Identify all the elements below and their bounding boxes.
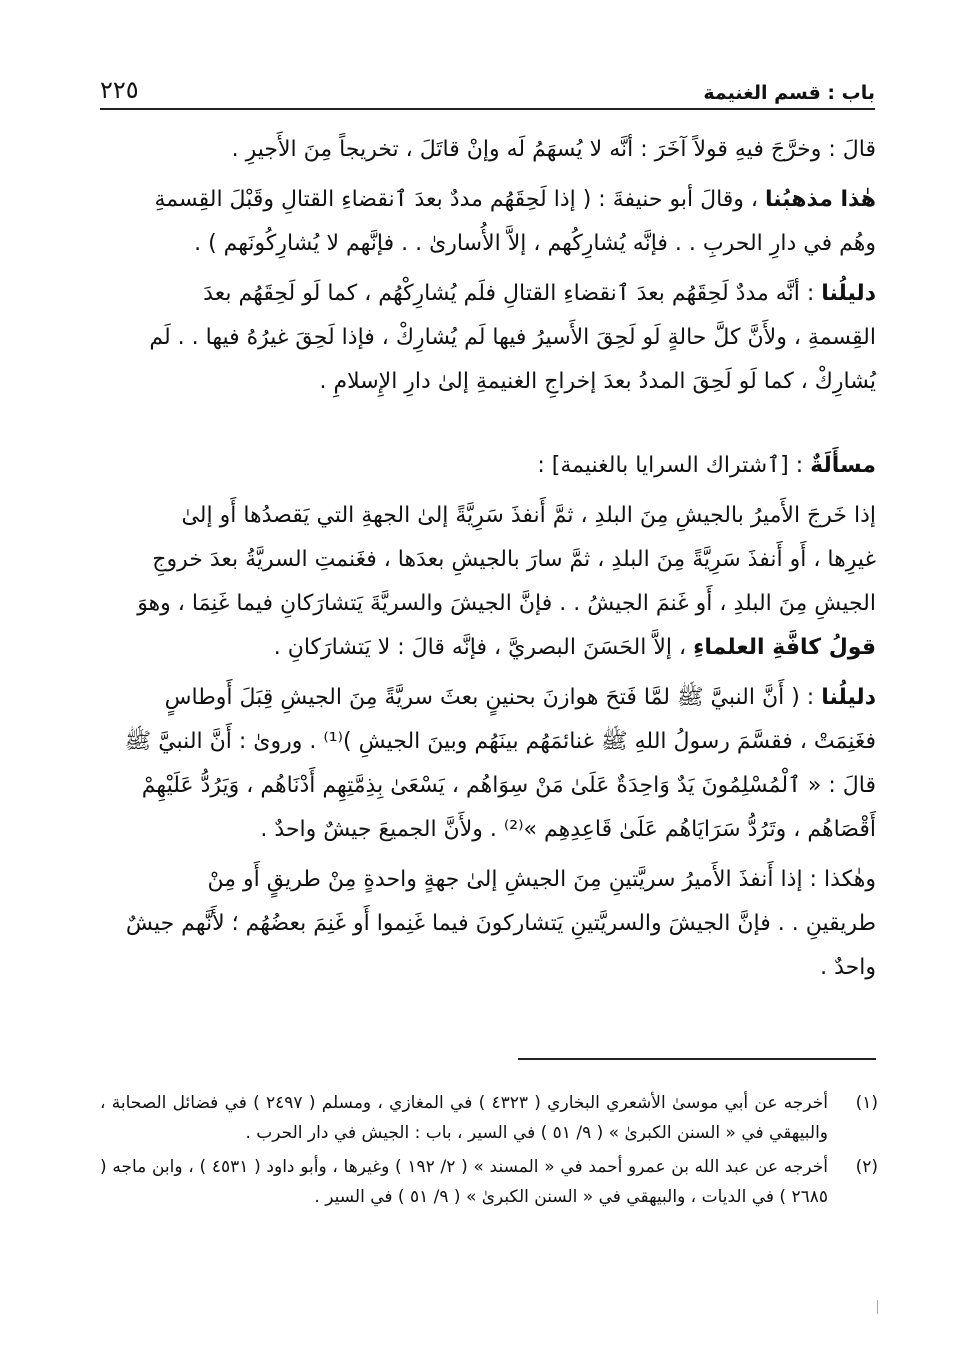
text-span: : ( أَنَّ النبيَّ ﷺ لمَّا فَتحَ هوازنَ بحنينٍ بعثَ سريَّةً مِنَ الجيشِ قِبَلَ أَوطاسٍ [164,685,815,710]
issue-heading [96,444,876,488]
footnote-text: أخرجه عن أبي موسىٰ الأشعري البخاري ( ٤٣٢٣ ) في المغازي ، ومسلم ( ٢٤٩٧ ) في فضائل الصحابة ، والبيهقي في « السنن الكبرىٰ » ( ٩/ ٥١ ) في السير ، باب : الجيش في دار الحرب . [100,1093,828,1143]
text-line [96,444,876,488]
bold-phrase: دليلُنا [821,685,876,710]
paragraph-4 [96,494,876,670]
bold-phrase: قولُ كافَّةِ العلماءِ [693,635,876,660]
text-line: وهٰكذا : إذا أَنفذَ الأَميرُ سريَّتينِ مِنَ الجيشِ إلىٰ جهةٍ واحدةٍ مِنْ طريقٍ أَو مِنْ [207,867,876,892]
text-line [96,272,876,316]
paragraph-6 [96,858,876,990]
footnote-separator [518,1058,876,1060]
page-number: ٢٢٥ [100,76,139,104]
text-span: : أنَّه مددٌ لَحِقَهُم بعدَ ٱنقضاءِ القتالِ فلَم يُشارِكْهُم ، كما لَو لَحِقَهُم بعدَ [203,281,815,306]
footnotes [100,1088,878,1216]
text-span: : [ٱشتراك السرايا بالغنيمة] : [537,453,804,478]
text-line: واحدٌ . [820,955,876,980]
text-line [96,676,876,720]
running-header [100,70,875,110]
main-text [96,128,876,996]
margin-mark [877,1300,878,1314]
paragraph-3 [96,272,876,404]
text-span: ، إلاَّ الحَسَنَ البصريَّ ، فإنَّه قالَ : لا يَتشارَكانِ . [273,635,687,660]
text-line: القِسمةِ ، ولأَنَّ كلَّ حالةٍ لَو لَحِقَ الأَسيرُ فيها لَم يُشارِكْ ، فإذا لَحِقَ غيرُهُ فيها . . لَم [149,325,876,350]
text-line [96,626,876,670]
footnote-2 [100,1152,878,1212]
paragraph-2 [96,178,876,266]
chapter-title: باب : قسم الغنيمة [703,82,875,104]
footnote-1 [100,1088,878,1148]
text-line: قالَ : وخرَّجَ فيهِ قولاً آخَرَ : أنَّه لا يُسهَمُ لَه وإنْ قاتَلَ ، تخريجاً مِنَ الأَجيرِ . [231,137,876,162]
text-span: ، وقالَ أبو حنيفةَ : ( إذا لَحِقَهُم مددٌ بعدَ ٱنقضاءِ القتالِ وقَبْلَ القِسمةِ [154,187,759,212]
text-line: وهُم في دارِ الحربِ . . فإنَّه يُشارِكُهم ، إلاَّ الأُسارىٰ . . فإنَّهم لا يُشارِكُونَهم ) . [194,231,876,256]
bold-phrase: مسأَلَةٌ [810,453,876,478]
text-line: يُشارِكْ ، كما لَو لَحِقَ المددُ بعدَ إخراجِ الغنيمةِ إلىٰ دارِ الإِسلامِ . [319,369,876,394]
text-line: فغَنِمَتْ ، فقسَّمَ رسولُ اللهِ ﷺ غنائمَهُم بينَهُم وبينَ الجيشِ )⁽¹⁾ . وروىٰ : أَنَّ النبيَّ ﷺ [124,729,876,754]
footnote-number: (١) [855,1093,878,1113]
text-line: أَقْصَاهُم ، وتَرُدُّ سَرَايَاهُم عَلَىٰ قَاعِدِهِم »⁽²⁾ . ولأَنَّ الجميعَ جيشٌ واحدٌ . [260,817,876,842]
section-gap [96,410,876,444]
footnote-number: (٢) [855,1157,878,1177]
footnote-text: أخرجه عن عبد الله بن عمرو أحمد في « المسند » ( ٢/ ١٩٢ ) وغيرها ، وأبو داود ( ٤٥٣١ ) ، وابن ماجه ( ٢٦٨٥ ) في الديات ، والبيهقي في « السنن الكبرىٰ » ( ٩/ ٥١ ) في السير . [100,1157,828,1207]
text-line [96,178,876,222]
text-line: إذا خَرجَ الأَميرُ بالجيشِ مِنَ البلدِ ، ثمَّ أَنفذَ سَرِيَّةً إلىٰ الجهةِ التي يَقصدُها أَو إلىٰ [181,503,876,528]
text-line: غيرِها ، أَو أَنفذَ سَرِيَّةً مِنَ البلدِ ، ثمَّ سارَ بالجيشِ بعدَها ، فغَنمتِ السريَّةُ بعدَ خروجِ [152,547,876,572]
paragraph-1 [96,128,876,172]
bold-phrase: دليلُنا [821,281,876,306]
text-line: قالَ : « ٱلْمُسْلِمُونَ يَدٌ وَاحِدَةٌ عَلَىٰ مَنْ سِوَاهُم ، يَسْعَىٰ بِذِمَّتِهِم أَدْنَاهُم ، وَيَرُدُّ عَلَيْهِمْ [141,773,876,798]
paragraph-5 [96,676,876,852]
text-line: طريقينِ . . فإنَّ الجيشَ والسريَّتينِ يَتشاركونَ فيما غَنِموا أَو غَنِمَ بعضُهُم ؛ لأَنَّهم جيشٌ [125,911,876,936]
text-line: الجيشِ مِنَ البلدِ ، أَو غَنمَ الجيشُ . . فإنَّ الجيشَ والسريَّةَ يَتشارَكانِ فيما غَنِمَا ، وهوَ [137,591,876,616]
bold-phrase: هٰذا مذهبُنا [765,187,876,212]
